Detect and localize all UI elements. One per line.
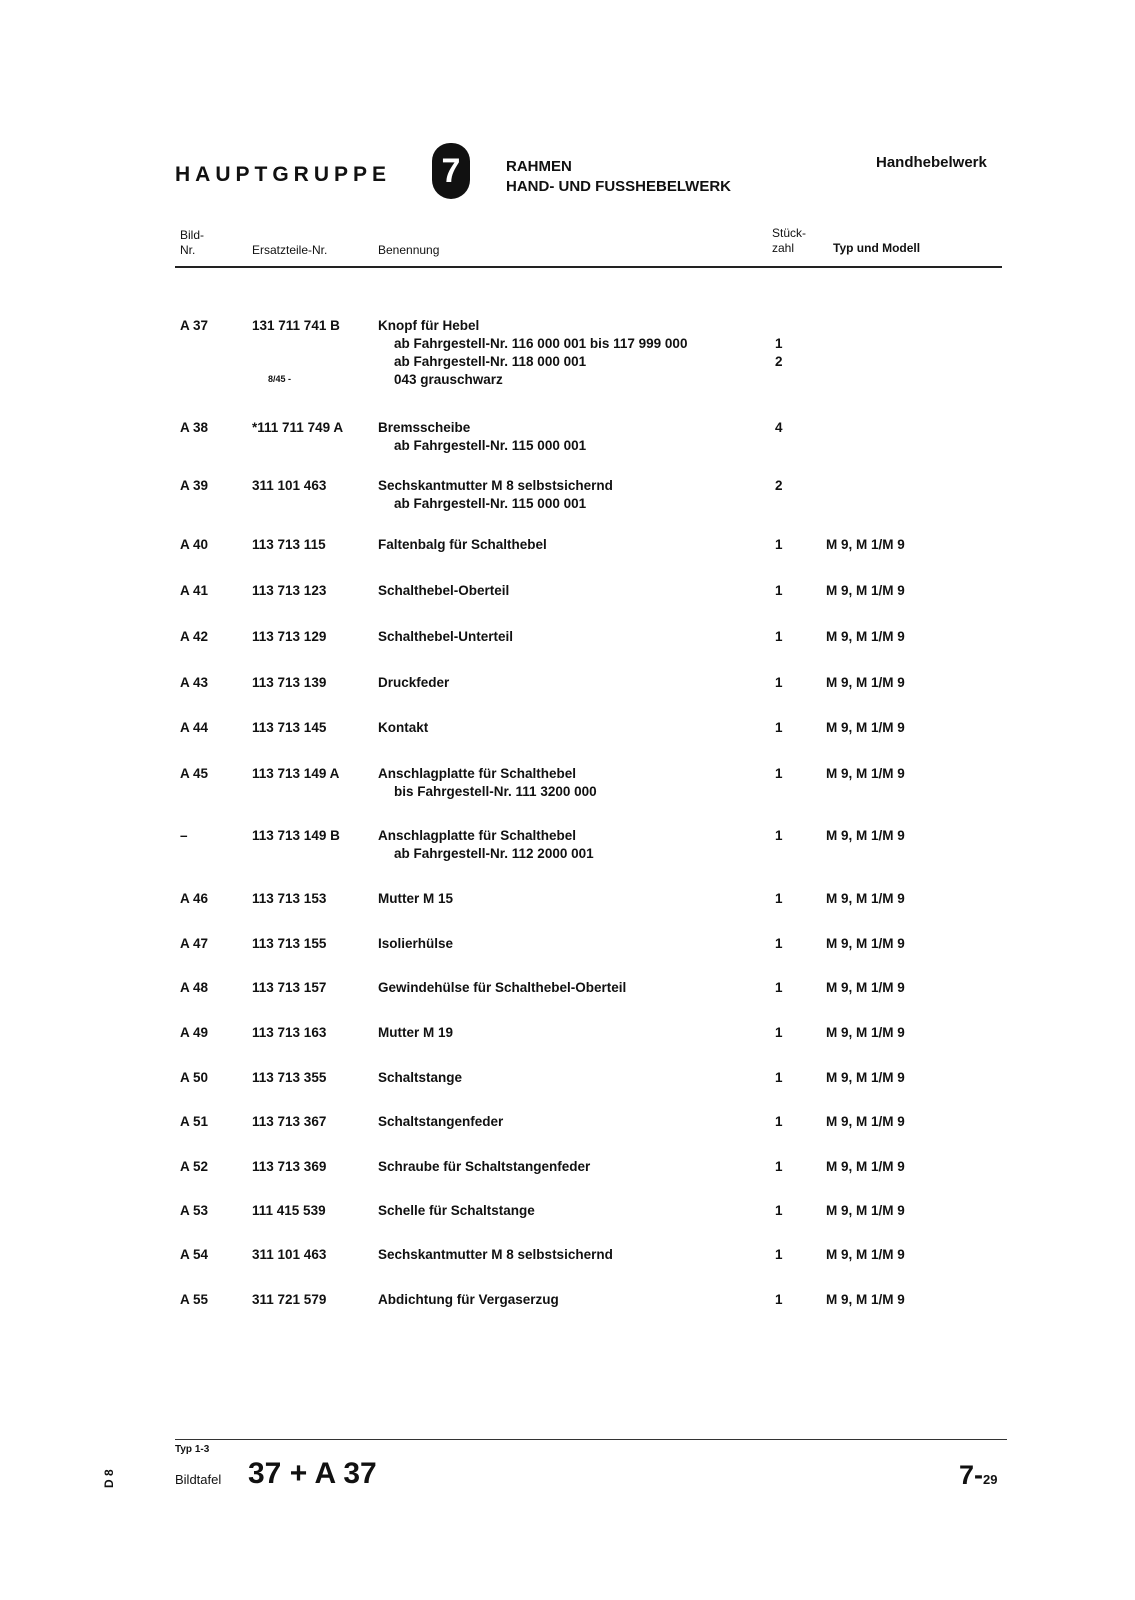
ersatzteil-nr: 113 713 369 [252,1159,327,1174]
sub-line: ab Fahrgestell-Nr. 116 000 001 bis 117 999 000 [394,336,688,351]
bildtafel-label: Bildtafel [175,1472,222,1487]
title-line-1: RAHMEN [506,158,572,175]
benennung-text: Bremsscheibe [378,420,473,435]
stueckzahl: 1 [775,675,783,690]
page-sub: 29 [983,1472,998,1487]
typ-modell: M 9, M 1/M 9 [826,1025,905,1040]
stueckzahl: 1 [775,891,783,906]
benennung [378,1025,753,1040]
benennung [378,537,753,552]
benennung [378,936,753,951]
stueckzahl: 1 [775,537,783,552]
typ-modell: M 9, M 1/M 9 [826,629,905,644]
col-bild-nr [180,228,204,258]
bild-nr: A 50 [180,1070,209,1085]
typ-modell: M 9, M 1/M 9 [826,1070,905,1085]
benennung-text: Abdichtung für Vergaserzug [378,1292,562,1307]
benennung-text: Sechskantmutter M 8 selbstsichernd [378,478,616,493]
stueckzahl: 1 [775,980,783,995]
stueckzahl: 1 [775,1203,783,1218]
col-bild-line1: Bild- [180,228,205,242]
bild-nr: A 48 [180,980,209,995]
ersatzteil-nr: 113 713 157 [252,980,327,995]
bild-nr: A 49 [180,1025,209,1040]
benennung [378,1247,753,1262]
typ-modell: M 9, M 1/M 9 [826,1247,905,1262]
benennung-text: Isolierhülse [378,936,456,951]
group-number-badge [432,143,470,199]
benennung-text: Gewindehülse für Schalthebel-Oberteil [378,980,629,995]
benennung-text: Schraube für Schaltstangenfeder [378,1159,593,1174]
typ-modell: M 9, M 1/M 9 [826,1203,905,1218]
section-title: Handhebelwerk [876,154,987,171]
bild-nr: A 40 [180,537,209,552]
bild-nr: A 47 [180,936,209,951]
stueckzahl: 2 [775,478,783,493]
stueckzahl: 1 [775,1025,783,1040]
typ-modell: M 9, M 1/M 9 [826,1114,905,1129]
page-number [959,1460,997,1491]
benennung [378,720,753,735]
stueckzahl: 1 [775,1070,783,1085]
stueckzahl: 1 [775,1114,783,1129]
benennung [378,629,753,644]
bild-nr: A 54 [180,1247,209,1262]
stueckzahl: 1 [775,720,783,735]
benennung-text: Kontakt [378,720,431,735]
ersatzteil-nr: 311 101 463 [252,478,327,493]
footer-rule [175,1439,1007,1440]
benennung [378,1070,753,1085]
title-line-2: HAND- UND FUSSHEBELWERK [506,178,731,195]
benennung-text: Druckfeder [378,675,452,690]
stueckzahl: 1 [775,766,783,781]
typ-modell: M 9, M 1/M 9 [826,828,905,843]
benennung-text: Schalthebel-Oberteil [378,583,512,598]
stueckzahl: 1 [775,936,783,951]
benennung [378,478,753,493]
sub-line: ab Fahrgestell-Nr. 112 2000 001 [394,846,594,861]
bild-nr: A 55 [180,1292,209,1307]
ersatzteil-nr: 131 711 741 B [252,318,340,333]
benennung-text: Anschlagplatte für Schalthebel [378,828,579,843]
typ-modell: M 9, M 1/M 9 [826,720,905,735]
benennung [378,420,753,435]
bild-nr: A 43 [180,675,209,690]
ersatzteil-nr: *111 711 749 A [252,420,344,435]
col-benennung: Benennung [378,243,440,257]
ersatzteil-nr: 113 713 115 [252,537,326,552]
benennung [378,318,753,333]
side-code: D 8 [102,1469,116,1488]
ersatzteil-nr: 113 713 155 [252,936,327,951]
benennung [378,1114,753,1129]
bildtafel-value: 37 + A 37 [248,1457,377,1490]
ersatzteil-nr: 111 415 539 [252,1203,326,1218]
leader-dots [378,731,753,733]
sub-line: ab Fahrgestell-Nr. 115 000 001 [394,496,587,511]
benennung [378,828,753,843]
typ-modell: M 9, M 1/M 9 [826,891,905,906]
col-typ-modell: Typ und Modell [833,241,921,255]
ersatzteil-nr: 311 721 579 [252,1292,327,1307]
benennung-text: Schaltstangenfeder [378,1114,506,1129]
bild-nr: A 41 [180,583,209,598]
typ-modell: M 9, M 1/M 9 [826,583,905,598]
col-stueck-line2: zahl [772,241,795,255]
benennung-text: Schelle für Schaltstange [378,1203,538,1218]
bild-nr: A 39 [180,478,209,493]
bild-nr: A 46 [180,891,209,906]
sub-qty: 2 [775,354,783,369]
typ-modell: M 9, M 1/M 9 [826,766,905,781]
header-rule [175,266,1002,268]
stueckzahl: 1 [775,828,783,843]
ersatzteil-nr: 113 713 149 A [252,766,340,781]
stueckzahl: 1 [775,1292,783,1307]
bild-nr: A 44 [180,720,209,735]
typ-modell: M 9, M 1/M 9 [826,980,905,995]
benennung-text: Knopf für Hebel [378,318,482,333]
stueckzahl: 1 [775,629,783,644]
hauptgruppe-label: HAUPTGRUPPE [175,163,392,186]
benennung-text: Schaltstange [378,1070,465,1085]
benennung [378,583,753,598]
benennung [378,766,753,781]
col-bild-line2: Nr. [180,243,196,257]
benennung-text: Mutter M 15 [378,891,456,906]
benennung-text: Anschlagplatte für Schalthebel [378,766,579,781]
benennung [378,1292,753,1307]
benennung [378,675,753,690]
bild-nr: A 51 [180,1114,209,1129]
typ-modell: M 9, M 1/M 9 [826,1159,905,1174]
bild-nr: A 53 [180,1203,209,1218]
ersatzteil-nr: 113 713 123 [252,583,327,598]
ersatzteil-nr: 113 713 145 [252,720,327,735]
ersatzteil-nr: 113 713 153 [252,891,327,906]
sub-qty: 1 [775,336,783,351]
stueckzahl: 1 [775,1247,783,1262]
page-main: 7- [959,1460,984,1490]
stueckzahl: 4 [775,420,783,435]
benennung [378,891,753,906]
benennung [378,980,753,995]
typ-modell: M 9, M 1/M 9 [826,537,905,552]
ersatzteil-nr: 113 713 355 [252,1070,327,1085]
ersatzteil-nr: 113 713 163 [252,1025,327,1040]
ersatzteil-nr: 311 101 463 [252,1247,327,1262]
ersatzteil-nr: 113 713 367 [252,1114,327,1129]
bild-nr: A 52 [180,1159,209,1174]
stueckzahl: 1 [775,1159,783,1174]
typ-modell: M 9, M 1/M 9 [826,1292,905,1307]
color-code-prefix: 8/45 - [268,374,292,384]
benennung-text: Sechskantmutter M 8 selbstsichernd [378,1247,616,1262]
sub-line: ab Fahrgestell-Nr. 115 000 001 [394,438,587,453]
ersatzteil-nr: 113 713 149 B [252,828,340,843]
benennung-text: Mutter M 19 [378,1025,456,1040]
sub-line: 043 grauschwarz [394,372,503,387]
group-number: 7 [441,151,461,190]
bild-nr: – [180,828,188,843]
sub-line: bis Fahrgestell-Nr. 111 3200 000 [394,784,597,799]
bild-nr: A 37 [180,318,209,333]
col-stueck-line1: Stück- [772,226,807,240]
typ-modell: M 9, M 1/M 9 [826,936,905,951]
benennung-text: Faltenbalg für Schalthebel [378,537,550,552]
benennung-text: Schalthebel-Unterteil [378,629,516,644]
col-ersatzteil: Ersatzteile-Nr. [252,243,328,257]
ersatzteil-nr: 113 713 139 [252,675,327,690]
stueckzahl: 1 [775,583,783,598]
footer-typ: Typ 1-3 [175,1444,210,1455]
typ-modell: M 9, M 1/M 9 [826,675,905,690]
bild-nr: A 45 [180,766,209,781]
sub-line: ab Fahrgestell-Nr. 118 000 001 [394,354,587,369]
ersatzteil-nr: 113 713 129 [252,629,327,644]
benennung [378,1203,753,1218]
col-stueckzahl [772,226,806,256]
benennung [378,1159,753,1174]
bild-nr: A 42 [180,629,209,644]
bild-nr: A 38 [180,420,209,435]
